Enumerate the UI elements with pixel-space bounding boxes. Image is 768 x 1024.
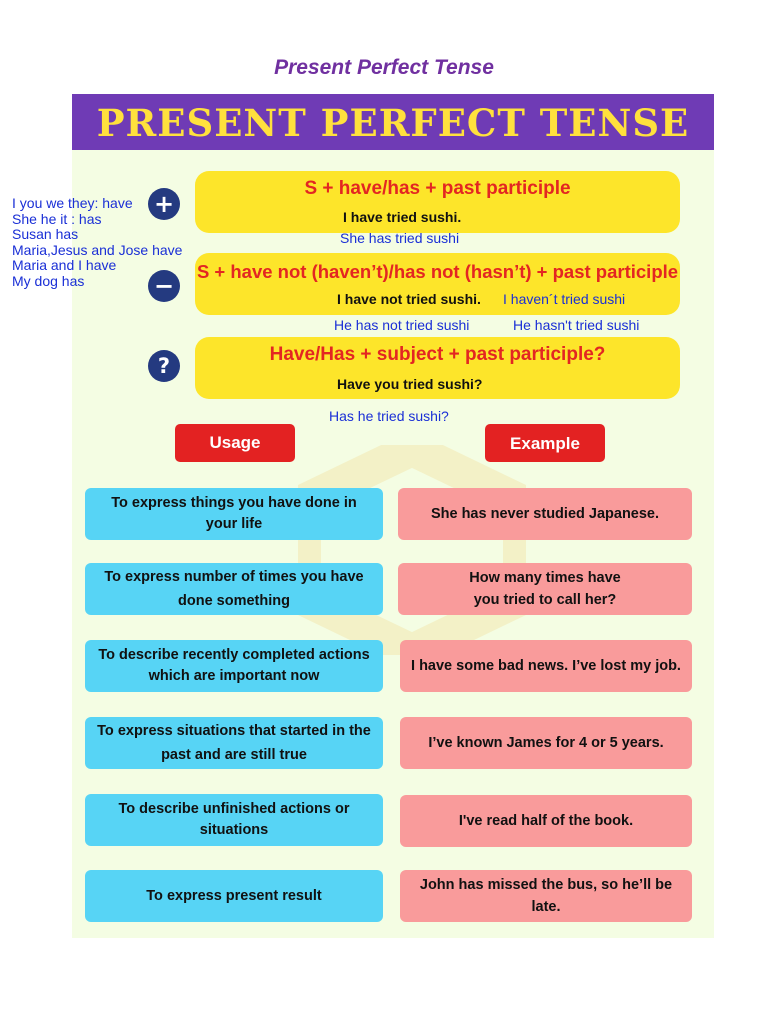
subject-note: Susan has (12, 226, 79, 243)
question-icon: ? (148, 350, 180, 382)
example-card: She has never studied Japanese. (398, 488, 692, 540)
subject-note: Maria and I have (12, 257, 117, 274)
negative-note-contracted: I haven´t tried sushi (503, 291, 626, 307)
usage-card: To describe recently completed actions which are important now (85, 640, 383, 692)
subject-note: She he it : has (12, 210, 102, 227)
example-card: I’ve known James for 4 or 5 years. (400, 717, 692, 769)
minus-icon: − (148, 270, 180, 302)
example-header: Example (485, 424, 605, 462)
hexagon-watermark-icon (298, 445, 526, 655)
document-title: Present Perfect Tense (274, 56, 494, 79)
usage-card: To express number of times you have done something (85, 563, 383, 615)
usage-card: To express things you have done in your life (85, 488, 383, 540)
poster-banner-title: PRESENT PERFECT TENSE (72, 94, 714, 150)
example-card: I have some bad news. I’ve lost my job. (400, 640, 692, 692)
affirmative-note: She has tried sushi (340, 230, 460, 246)
usage-card: To express situations that started in the past and are still true (85, 717, 383, 769)
affirmative-formula: S + have/has + past participle (304, 178, 571, 199)
question-box (195, 337, 680, 399)
example-card: How many times have you tried to call her? (398, 563, 692, 615)
affirmative-example: I have tried sushi. (343, 209, 462, 225)
subject-note: My dog has (12, 272, 85, 289)
usage-header: Usage (175, 424, 295, 462)
usage-card: To express present result (85, 870, 383, 922)
plus-icon: + (148, 188, 180, 220)
subject-note: I you we they: have (12, 195, 133, 211)
example-card: John has missed the bus, so he’ll be late. (400, 870, 692, 922)
negative-formula: S + have not (haven’t)/has not (hasn’t) + past participle (196, 261, 679, 282)
usage-card: To describe unfinished actions or situations (85, 794, 383, 846)
example-card: I've read half of the book. (400, 795, 692, 847)
negative-note-he-contracted: He hasn't tried sushi (513, 317, 640, 333)
question-formula: Have/Has + subject + past participle? (269, 344, 606, 365)
question-note: Has he tried sushi? (329, 408, 449, 424)
question-example: Have you tried sushi? (337, 376, 483, 392)
affirmative-box (195, 171, 680, 233)
subject-note: Maria,Jesus and Jose have (12, 241, 183, 258)
negative-note-he: He has not tried sushi (334, 317, 470, 333)
negative-example: I have not tried sushi. (337, 291, 481, 307)
